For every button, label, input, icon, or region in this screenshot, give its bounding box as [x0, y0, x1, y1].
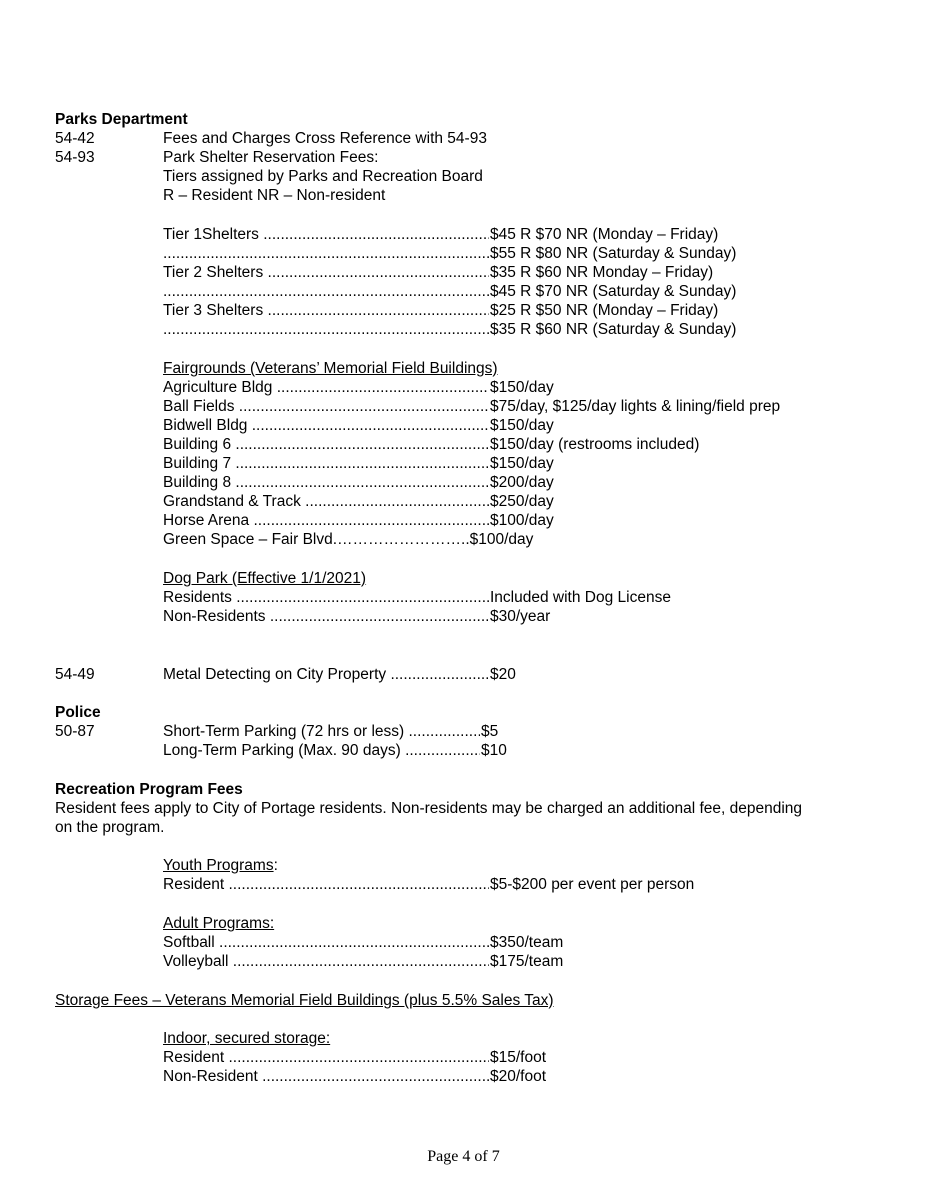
fee-value: $150/day	[490, 455, 554, 472]
fee-label	[163, 244, 489, 263]
fee-label: Horse Arena .....	[163, 511, 489, 530]
fee-value: $55 R $80 NR (Saturday & Sunday)	[490, 245, 737, 262]
tier-note: Tiers assigned by Parks and Recreation Board	[163, 168, 483, 185]
fee-value: $350/team	[490, 934, 564, 951]
recreation-desc-line1: Resident fees apply to City of Portage residents. Non-residents may be charged an additional fee, depending	[55, 800, 803, 817]
resident-legend: R – Resident NR – Non-resident	[163, 187, 386, 204]
indoor-storage-heading: Indoor, secured storage:	[163, 1030, 331, 1047]
fee-label: Ball Fields .....	[163, 397, 489, 416]
fee-label: Grandstand & Track .....	[163, 492, 489, 511]
fee-value: $20/foot	[490, 1068, 547, 1085]
fee-value: $15/foot	[490, 1049, 547, 1066]
fee-label: Resident .....	[163, 875, 489, 894]
police-heading: Police	[55, 704, 101, 721]
green-space-line: Green Space – Fair Blvd.……………………..$100/day	[163, 531, 534, 548]
fee-value: $5-$200 per event per person	[490, 876, 695, 893]
ordinance-text: Park Shelter Reservation Fees:	[163, 149, 379, 166]
fee-value: $150/day	[490, 417, 554, 434]
fee-value: $35 R $60 NR Monday – Friday)	[490, 264, 714, 281]
fee-value: $200/day	[490, 474, 554, 491]
fee-label: Tier 1Shelters .....	[163, 225, 489, 244]
fee-value: $150/day	[490, 379, 554, 396]
fee-label: Long-Term Parking (Max. 90 days) .....	[163, 741, 480, 760]
fee-value: $20	[490, 666, 516, 683]
fee-label: Volleyball .....	[163, 952, 489, 971]
fee-value: $25 R $50 NR (Monday – Friday)	[490, 302, 719, 319]
fee-value: $150/day (restrooms included)	[490, 436, 700, 453]
fee-label: Residents .....	[163, 588, 489, 607]
fee-label: Short-Term Parking (72 hrs or less) .....	[163, 722, 480, 741]
fee-value: $35 R $60 NR (Saturday & Sunday)	[490, 321, 737, 338]
ordinance-text: Fees and Charges Cross Reference with 54-93	[163, 130, 487, 147]
fee-label: Bidwell Bldg .....	[163, 416, 489, 435]
fee-value: $45 R $70 NR (Monday – Friday)	[490, 226, 719, 243]
fee-label: Non-Residents .....	[163, 607, 489, 626]
fee-value: $30/year	[490, 608, 551, 625]
fee-label: Tier 3 Shelters .....	[163, 301, 489, 320]
parks-heading: Parks Department	[55, 111, 188, 128]
fee-label: Building 6 .....	[163, 435, 489, 454]
fee-label	[163, 282, 489, 301]
storage-heading: Storage Fees – Veterans Memorial Field Buildings (plus 5.5% Sales Tax)	[55, 992, 554, 1009]
dog-park-heading: Dog Park (Effective 1/1/2021)	[163, 570, 367, 587]
fee-label: Tier 2 Shelters .....	[163, 263, 489, 282]
fee-value: $10	[481, 742, 507, 759]
ordinance-code: 54-93	[55, 149, 95, 166]
fairgrounds-heading: Fairgrounds (Veterans’ Memorial Field Buildings)	[163, 360, 498, 377]
fee-value: $250/day	[490, 493, 554, 510]
ordinance-code: 54-49	[55, 666, 95, 683]
fee-value: $175/team	[490, 953, 564, 970]
recreation-heading: Recreation Program Fees	[55, 781, 243, 798]
page-number: Page 4 of 7	[427, 1148, 500, 1165]
fee-value: $100/day	[490, 512, 554, 529]
fee-label: Softball .....	[163, 933, 489, 952]
fee-value: $5	[481, 723, 499, 740]
fee-label: Building 8 .....	[163, 473, 489, 492]
ordinance-code: 50-87	[55, 723, 95, 740]
ordinance-code: 54-42	[55, 130, 95, 147]
fee-label	[163, 320, 489, 339]
fee-label: Agriculture Bldg .....	[163, 378, 489, 397]
fee-value: Included with Dog License	[490, 589, 671, 606]
recreation-desc-line2: on the program.	[55, 819, 165, 836]
fee-value: $45 R $70 NR (Saturday & Sunday)	[490, 283, 737, 300]
fee-label: Resident .....	[163, 1048, 489, 1067]
youth-heading-colon: :	[273, 857, 278, 874]
fee-value: $75/day, $125/day lights & lining/field prep	[490, 398, 781, 415]
adult-programs-heading: Adult Programs:	[163, 915, 275, 932]
fee-label: Building 7 .....	[163, 454, 489, 473]
fee-label: Non-Resident .....	[163, 1067, 489, 1086]
fee-label: Metal Detecting on City Property .....	[163, 665, 489, 684]
youth-programs-heading: Youth Programs	[163, 857, 274, 874]
